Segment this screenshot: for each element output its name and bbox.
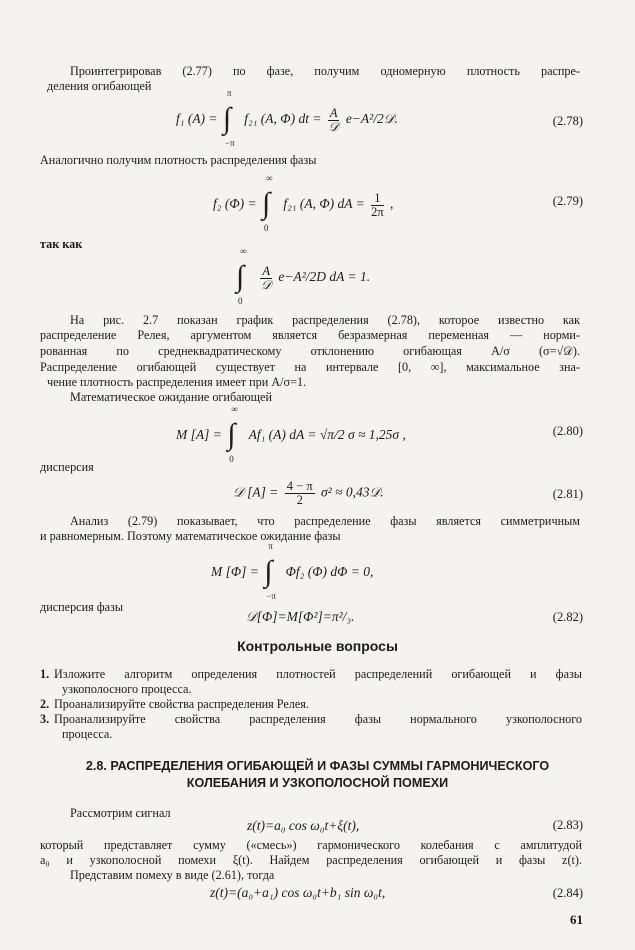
- question-text-cont: узкополосного процесса.: [62, 682, 192, 696]
- eq-2-81-fraction: $\frac{4 - \pi}{2}$: [286, 479, 313, 507]
- para-fig-line-1: На рис. 2.7 показан график распределения (2.78), которое известно как: [70, 313, 580, 327]
- eq-2-78-integrand: f₂₁ (A, Φ) dt =: [244, 111, 322, 127]
- eq-number-2-78: (2.78): [552, 114, 583, 128]
- eq-norm-fraction: $\frac{A}{\text{𝒟}}$: [261, 263, 272, 292]
- eq-number-2-82: (2.82): [552, 610, 583, 624]
- para-signal-line-3: Представим помеху в виде (2.61), тогда: [70, 868, 275, 882]
- question-number: 1.: [40, 667, 50, 681]
- intro-line-2: деления огибающей: [47, 79, 152, 93]
- page-number: 61: [570, 912, 583, 927]
- eq-2-78-lhs: f₁ (A) =: [176, 111, 218, 127]
- question-text: Проанализируйте свойства распределения фазы нормального узкополосного: [54, 712, 582, 726]
- para-signal-line-2: a₀ и узкополосной помехи ξ(t). Найдем распределения огибающей и фазы z(t).: [40, 853, 582, 867]
- para-fig-line-5: чение плотность распределения имеет при A/σ=1.: [47, 375, 307, 389]
- para-fig-line-4: Распределение огибающей существует на интервале [0, ∞], максимальное зна-: [40, 360, 580, 374]
- section-heading: [0, 758, 635, 792]
- question-number: 3.: [40, 712, 50, 726]
- integral-sign: ∫ π −π: [264, 541, 276, 601]
- text-phase-dispersion: дисперсия фазы: [40, 600, 124, 614]
- eq-2-81-lhs: 𝒟 [A] =: [233, 484, 279, 500]
- eq-2-80-lhs: M [A] =: [176, 427, 222, 443]
- para-signal-line-1: который представляет сумму («смесь») гармонического колебания с амплитудой: [40, 838, 582, 852]
- eq-2-79-tail: ,: [390, 196, 394, 212]
- para-analysis-line-2: и равномерным. Поэтому математическое ожидание фазы: [40, 529, 341, 543]
- eq-norm-tail: e−A²/2D dA = 1.: [278, 269, 371, 285]
- integral-sign: ∫ ∞ 0: [236, 246, 247, 306]
- section-heading-line-2: КОЛЕБАНИЯ И УЗКОПОЛОСНОЙ ПОМЕХИ: [186, 776, 449, 790]
- intro-line-1: Проинтегрировав (2.77) по фазе, получим одномерную плотность распре-: [70, 64, 580, 78]
- question-number: 2.: [40, 697, 50, 711]
- para-fig-line-2: распределение Релея, аргументом является безразмерная переменная — норми-: [40, 328, 580, 342]
- question-3: [40, 712, 582, 742]
- equation-2-81: [233, 480, 384, 507]
- eq-2-79-lhs: f₂ (Φ) =: [213, 196, 257, 212]
- equation-2-79: [213, 173, 394, 233]
- integral-sign: ∫ ∞ 0: [261, 173, 273, 233]
- eq-number-2-83: (2.83): [552, 818, 583, 832]
- eq-number-2-80: (2.80): [552, 424, 583, 438]
- eq-2-78-fraction: $\frac{A}{\text{𝒟}}$: [328, 105, 339, 134]
- question-1: [40, 667, 582, 697]
- equation-2-80: [176, 404, 406, 464]
- para-fig-line-3: рованная по среднеквадратическому отклонению огибающая A/σ (σ=√𝒟).: [40, 344, 580, 358]
- integral-sign: ∫ π −π: [222, 88, 235, 148]
- integral-sign: ∫ ∞ 0: [227, 404, 238, 464]
- text-analog: Аналогично получим плотность распределения фазы: [40, 153, 317, 167]
- eq-2-79-integrand: f₂₁ (A, Φ) dA =: [283, 196, 365, 212]
- questions-title: Контрольные вопросы: [237, 638, 398, 654]
- eq-2-81-tail: σ² ≈ 0,43𝒟.: [321, 484, 384, 500]
- eq-number-2-79: (2.79): [552, 194, 583, 208]
- eq-phase-integrand: Φf₂ (Φ) dΦ = 0,: [285, 564, 374, 580]
- text-dispersion: дисперсия: [40, 460, 94, 474]
- text-consider: Рассмотрим сигнал: [70, 806, 171, 820]
- text-since: так как: [40, 237, 83, 251]
- equation-2-84: z(t)=(a₀+a₁) cos ω₀t+b₁ sin ω₀t,: [210, 885, 386, 900]
- section-heading-line-1: 2.8. РАСПРЕДЕЛЕНИЯ ОГИБАЮЩЕЙ И ФАЗЫ СУММЫ ГАРМОНИЧЕСКОГО: [85, 759, 550, 773]
- eq-2-78-tail: e−A²/2𝒟.: [345, 111, 398, 127]
- question-text-cont: процесса.: [62, 727, 113, 741]
- equation-phase-mean: [211, 541, 374, 601]
- eq-2-80-integrand: Af₁ (A) dA = √π/2 σ ≈ 1,25σ ,: [248, 427, 406, 443]
- equation-2-83: z(t)=a₀ cos ω₀t+ξ(t),: [247, 818, 360, 833]
- eq-phase-lhs: M [Φ] =: [211, 564, 259, 580]
- equation-2-82: 𝒟[Φ]=M[Φ²]=π²/₃.: [246, 609, 355, 624]
- text-mean: Математическое ожидание огибающей: [70, 390, 272, 404]
- equation-2-78: [176, 88, 398, 148]
- equation-normalization: [234, 246, 371, 306]
- question-2: [40, 697, 582, 712]
- eq-number-2-81: (2.81): [552, 487, 583, 501]
- question-text: Проанализируйте свойства распределения Релея.: [54, 697, 309, 711]
- para-analysis-line-1: Анализ (2.79) показывает, что распределение фазы является симметричным: [70, 514, 580, 528]
- eq-2-79-fraction: $\frac{1}{2\pi}$: [371, 190, 384, 219]
- eq-number-2-84: (2.84): [552, 886, 583, 900]
- question-text: Изложите алгоритм определения плотностей распределений огибающей и фазы: [54, 667, 582, 681]
